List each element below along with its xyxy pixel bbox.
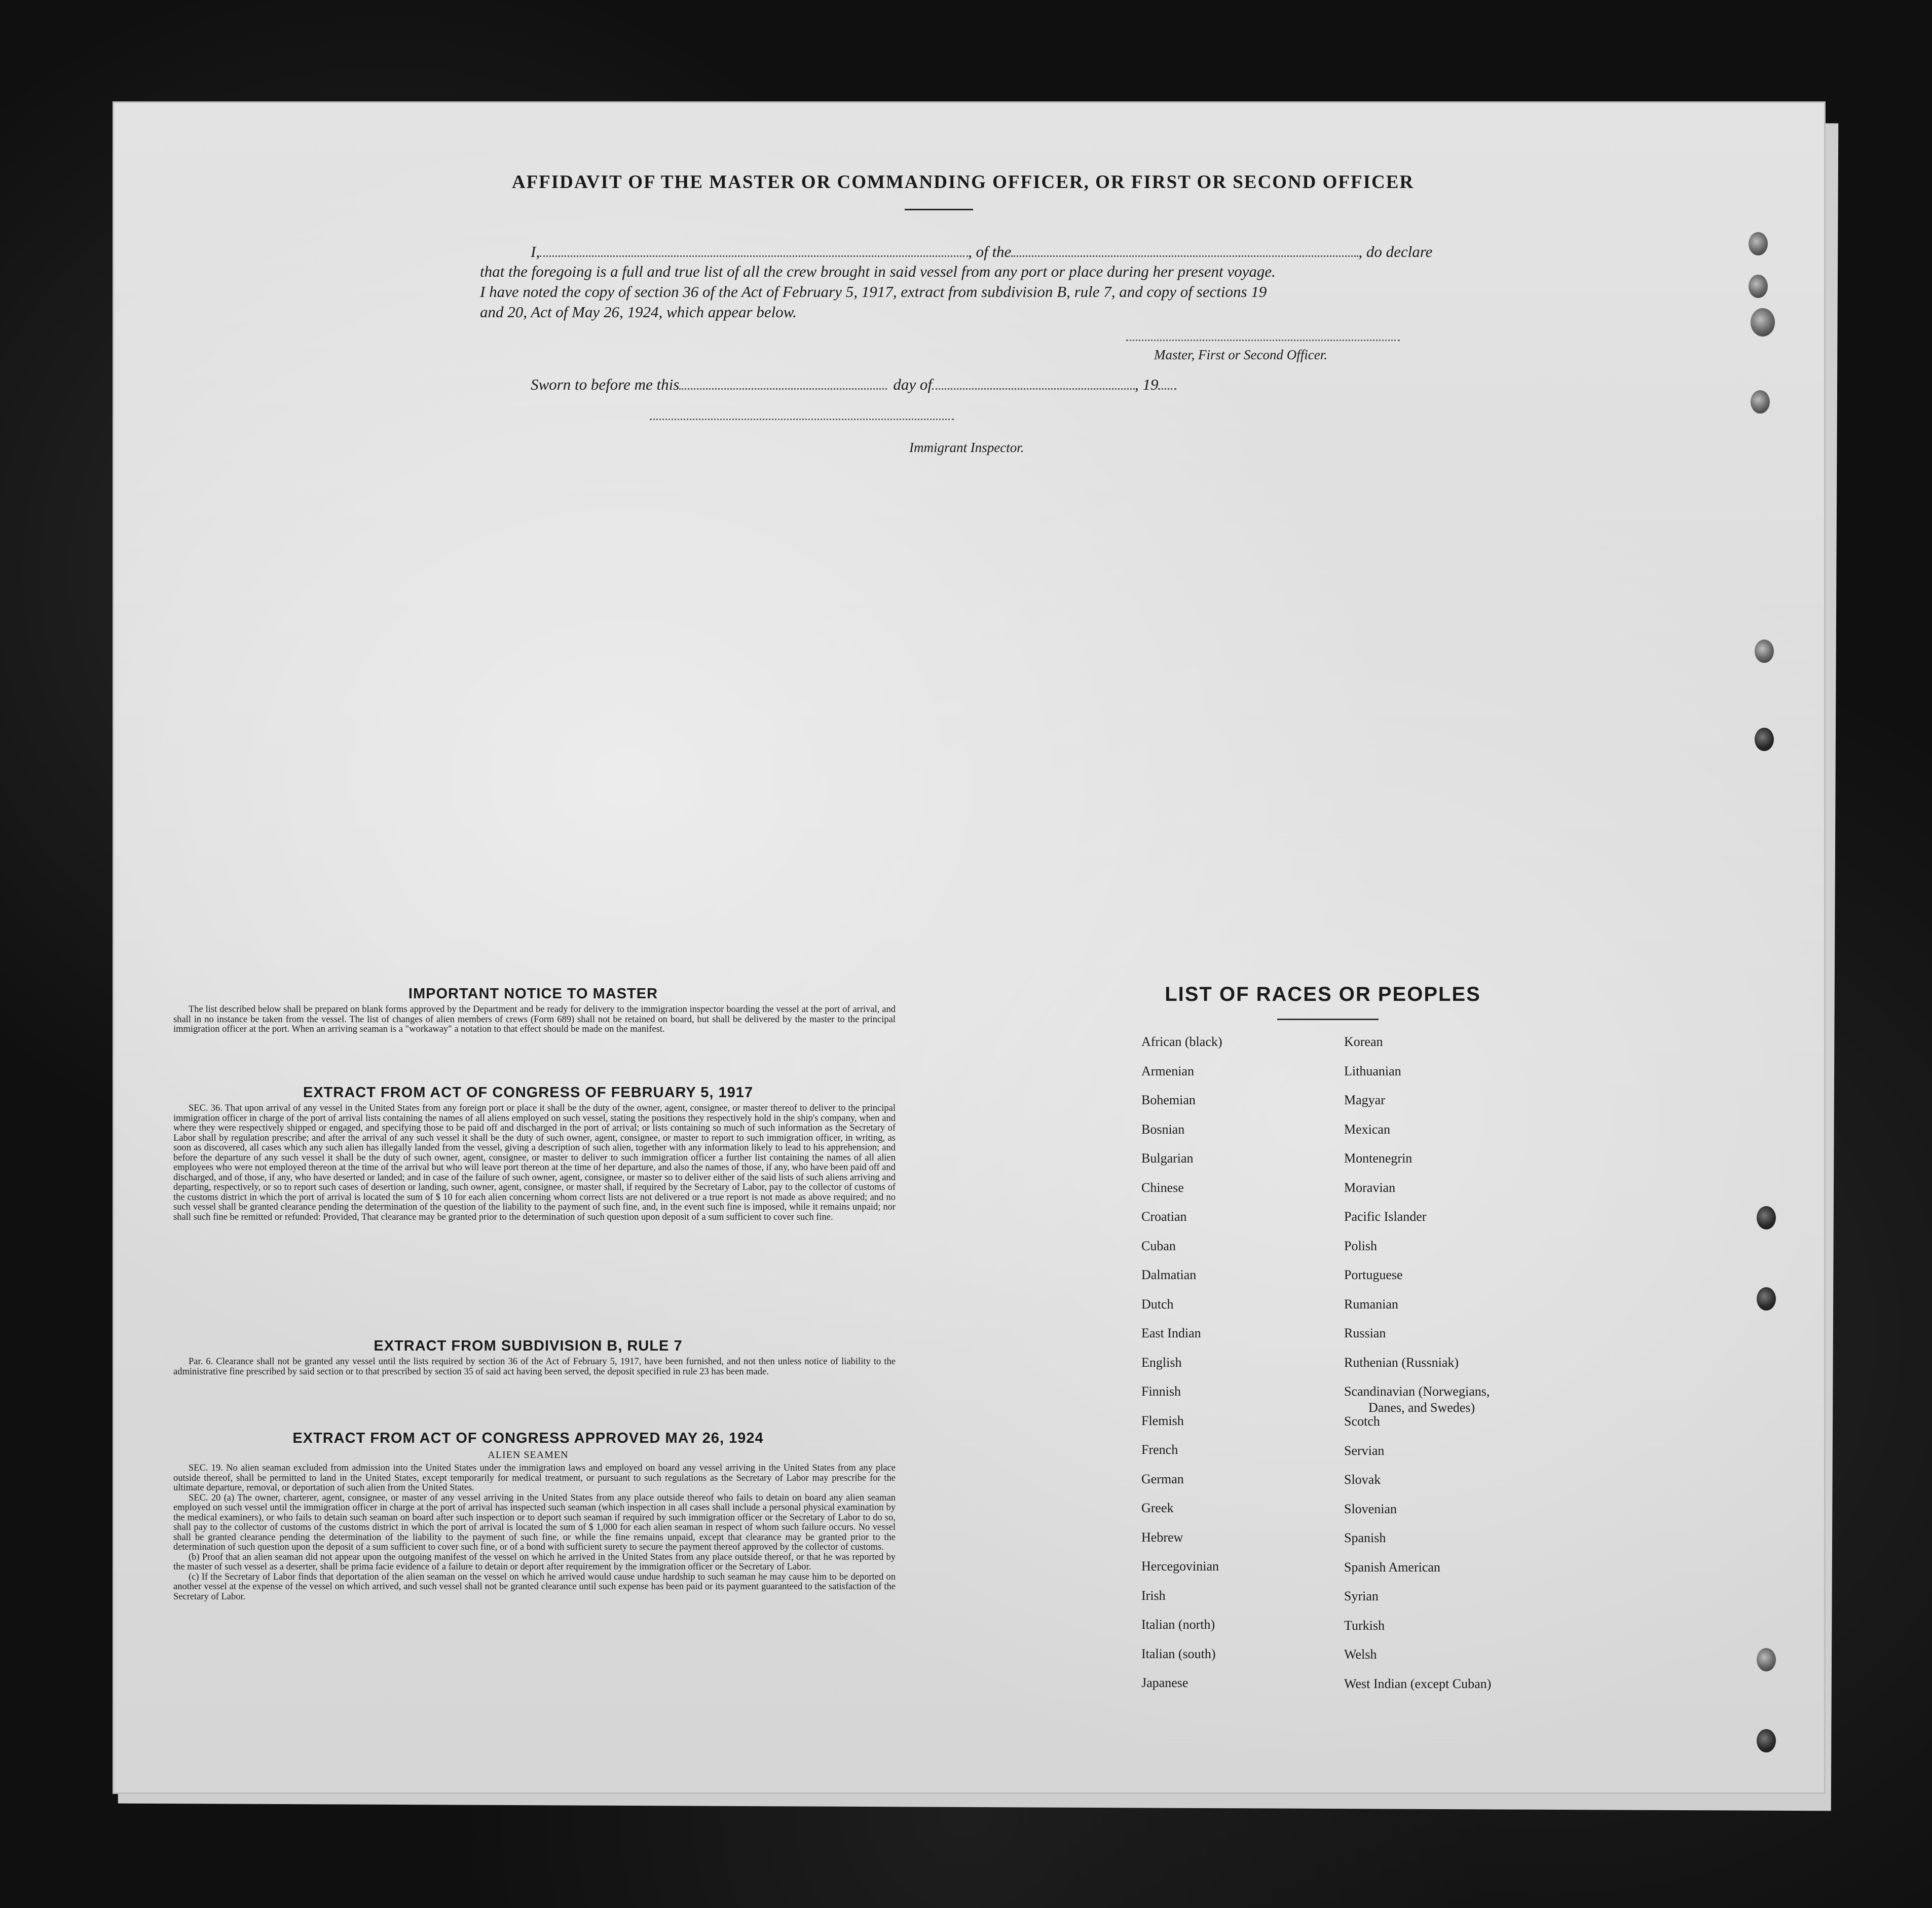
- race-item: Italian (north): [1141, 1617, 1215, 1632]
- sec20a-paragraph: SEC. 20 (a) The owner, charterer, agent, consignee, or master of any vessel arriving in the United States from any place outside thereof who fails to detain on board any alien seaman employed on such vessel until the immigration officer in charge at the port of arrival has inspected such seaman (which inspection in all cases shall include a personal physical examination by the medical examiners), or who fails to detain such seaman on board after such inspection or to deport such seaman if required by such immigration officer or the Secretary of Labor to do so, shall pay to the collector of customs of the customs district in which the port of arrival is located the sum of $ 1,000 for each alien seaman in respect of whom such failure occurs. No vessel shall be granted clearance pending the determination of the liability to the payment of such fine, or while the fine remains unpaid, except that clearance may be granted prior to the determination of such question upon the deposit of a sum sufficient to cover such fine, or of a bond with sufficient surety to secure the payment thereof approved by the collector of customs.: [173, 1492, 896, 1552]
- race-item: Armenian: [1141, 1063, 1194, 1078]
- notice-text: The list described below shall be prepared on blank forms approved by the Department and be ready for delivery to the immigration inspector boarding the vessel at the port of arrival, and shall in no instance be taken from the vessel. The list of changes of alien members of crews (Form 689) shall not be retained on board, but shall be delivered by the master to the principal immigration officer at the port. When an arriving seaman is a "workaway" a notation to that effect should be made on the manifest.: [173, 1004, 896, 1034]
- race-item: Finnish: [1141, 1384, 1181, 1399]
- sec20b-paragraph: (b) Proof that an alien seaman did not appear upon the outgoing manifest of the vessel on which he arrived in the United States from any place outside thereof, or that he was reported by the master of such vessel as a deserter, shall be prima facie evidence of a failure to detain or deport after requirement by the immigration officer or the Secretary of Labor.: [173, 1552, 896, 1572]
- race-item: English: [1141, 1355, 1182, 1370]
- race-item: Syrian: [1344, 1589, 1379, 1603]
- name-blank-field[interactable]: [540, 242, 968, 257]
- race-item: Korean: [1344, 1034, 1383, 1049]
- race-item: Turkish: [1344, 1618, 1385, 1633]
- affidavit-of-the-label: , of the: [968, 243, 1012, 260]
- race-item: Hercegovinian: [1141, 1559, 1219, 1574]
- races-heading: LIST OF RACES OR PEOPLES: [1165, 983, 1481, 1005]
- race-item: Bulgarian: [1141, 1151, 1194, 1166]
- race-item: Bosnian: [1141, 1121, 1185, 1137]
- race-item: Spanish: [1344, 1530, 1386, 1545]
- race-item: Italian (south): [1141, 1646, 1216, 1661]
- race-item: Polish: [1344, 1238, 1378, 1253]
- extract-1924-heading: EXTRACT FROM ACT OF CONGRESS APPROVED MAY 26, 1924: [292, 1430, 764, 1446]
- inspector-signature-field[interactable]: [650, 419, 954, 420]
- race-item: Mexican: [1344, 1121, 1390, 1137]
- sec20c-paragraph: (c) If the Secretary of Labor finds that deportation of the alien seaman on the vessel on which he arrived would cause undue hardship to such seaman he may cause him to be deported on another vessel at the expense of the vessel on which arrived, and such vessel shall not be granted clearance until such expense has been paid or its payment guaranteed to the satisfaction of the Secretary of Labor.: [173, 1572, 896, 1602]
- master-signature-field[interactable]: [1126, 340, 1400, 341]
- race-item: Scotch: [1344, 1414, 1380, 1429]
- sec19-paragraph: SEC. 19. No alien seaman excluded from admission into the United States under the immigration laws and employed on board any vessel arriving in the United States from any place outside thereof, shall be permitted to land in the United States, except temporarily for medical treatment, or pursuant to such regulations as the Secretary of Labor may prescribe for the ultimate departure, removal, or deportation of such alien from the United States.: [173, 1463, 896, 1493]
- race-item-continued: Danes, and Swedes): [1368, 1400, 1475, 1415]
- punch-hole: [1751, 390, 1770, 414]
- punch-hole: [1755, 728, 1774, 751]
- race-item: Bohemian: [1141, 1093, 1196, 1107]
- race-item: Japanese: [1141, 1675, 1188, 1690]
- race-item: Dutch: [1141, 1296, 1174, 1312]
- race-item: Magyar: [1344, 1093, 1385, 1107]
- race-item: East Indian: [1141, 1326, 1201, 1340]
- punch-hole: [1751, 308, 1775, 336]
- year-prefix-label: , 19: [1134, 376, 1159, 393]
- alien-seamen-subheading: ALIEN SEAMEN: [488, 1449, 569, 1461]
- sworn-month-field[interactable]: [932, 375, 1135, 390]
- race-item: Chinese: [1141, 1180, 1184, 1195]
- extract-1917-text: SEC. 36. That upon arrival of any vessel in the United States from any foreign port or place it shall be the duty of the owner, agent, consignee, or master thereof to deliver to the principal immigration officer in charge of the port of arrival lists containing the names of all aliens employed on such vessel, stating the positions they respectively hold in the ship's company, when and where they were respectively shipped or engaged, and specifying those to be paid off and discharged in the port of arrival; or lists containing so much of such information as the Secretary of Labor shall by regulation prescribe; and after the arrival of any such vessel it shall be the duty of such owner, agent, consignee, or master to report to such immigration officer, in writing, as soon as discovered, all cases which any such alien has illegally landed from the vessel, giving a description of such alien, together with any information likely to lead to his apprehension; and before the departure of any such vessel it shall be the duty of such owner, agent, consignee, or master to deliver to such immigration officer a further list containing the names of all alien employees who were not employed thereon at the time of the arrival but who will leave port thereon at the time of her departure, and also the names of those, if any, who have been paid off and discharged, and of those, if any, who have deserted or landed; and in case of the failure of such owner, agent, consignee, or master so to deliver either of the said lists of such aliens arriving and departing, respectively, or so to report such cases of desertion or landing, such owner, agent, consignee, or master shall, if required by the Secretary of Labor, pay to the collector of customs of the customs district in which the port of arrival is located the sum of $ 10 for each alien concerning whom correct lists are not delivered or a true report is not made as above required; and no such vessel shall be granted clearance pending the determination of the question of the liability to the payment of such fine, and, in the event such fine is imposed, while it remains unpaid; nor shall such fine be remitted or refunded: Provided, That clearance may be granted prior to the determination of such question upon deposit of a sum sufficient to cover such fine.: [173, 1103, 896, 1222]
- race-item: Portuguese: [1344, 1267, 1403, 1282]
- inspector-signature-label: Immigrant Inspector.: [909, 440, 1024, 455]
- race-item: Welsh: [1344, 1647, 1377, 1662]
- extract-1924-text: [173, 1464, 896, 1602]
- race-item: Slovak: [1344, 1472, 1381, 1487]
- race-item: Moravian: [1344, 1180, 1396, 1195]
- punch-hole: [1757, 1287, 1776, 1311]
- sworn-line: [531, 375, 1176, 394]
- race-item: Rumanian: [1344, 1296, 1398, 1312]
- notice-heading: IMPORTANT NOTICE TO MASTER: [408, 986, 658, 1002]
- race-item: Dalmatian: [1141, 1267, 1197, 1282]
- punch-hole: [1757, 1729, 1776, 1752]
- race-item: Spanish American: [1344, 1559, 1440, 1575]
- affidavit-line-2: that the foregoing is a full and true list of all the crew brought in said vessel from any port or place during her present voyage.: [480, 263, 1276, 280]
- sworn-day-field[interactable]: [679, 375, 887, 390]
- punch-hole: [1755, 640, 1774, 663]
- extract-rule7-text: Par. 6. Clearance shall not be granted any vessel until the lists required by section 36 of the Act of February 5, 1917, have been furnished, and not then unless notice of liability to the administrative fine prescribed by said section or to that prescribed by section 35 of said act having been served, the deposit specified in rule 23 has been made.: [173, 1357, 896, 1377]
- race-item: Greek: [1141, 1501, 1174, 1515]
- race-item: Cuban: [1141, 1238, 1176, 1253]
- races-left-column: [1141, 1035, 1344, 1706]
- punch-hole: [1749, 232, 1768, 255]
- punch-hole: [1757, 1648, 1776, 1671]
- extract-1917-heading: EXTRACT FROM ACT OF CONGRESS OF FEBRUARY 5, 1917: [303, 1084, 754, 1101]
- punch-hole: [1757, 1206, 1776, 1229]
- title-divider: [905, 209, 973, 210]
- race-item: West Indian (except Cuban): [1344, 1676, 1492, 1691]
- race-item: Slovenian: [1344, 1501, 1397, 1516]
- race-item: Hebrew: [1141, 1529, 1183, 1545]
- race-item: Russian: [1344, 1326, 1386, 1340]
- race-item: Lithuanian: [1344, 1063, 1401, 1078]
- race-item: Ruthenian (Russniak): [1344, 1355, 1459, 1370]
- sworn-label: Sworn to before me this: [531, 376, 680, 393]
- punch-hole: [1749, 275, 1768, 298]
- document-page: [113, 101, 1826, 1794]
- affidavit-i-label: I,: [531, 243, 540, 260]
- race-item: Montenegrin: [1344, 1151, 1413, 1166]
- race-item: Servian: [1344, 1443, 1385, 1458]
- race-item: African (black): [1141, 1034, 1222, 1049]
- affidavit-line-1: [531, 242, 1432, 261]
- day-of-label: day of: [893, 376, 932, 393]
- affidavit-line-4: and 20, Act of May 26, 1924, which appear below.: [480, 303, 797, 321]
- race-item: Croatian: [1141, 1209, 1187, 1224]
- extract-rule7-heading: EXTRACT FROM SUBDIVISION B, RULE 7: [374, 1338, 683, 1354]
- affidavit-line-3: I have noted the copy of section 36 of the Act of February 5, 1917, extract from subdivision B, rule 7, and copy of sections 19: [480, 283, 1267, 301]
- race-item: German: [1141, 1471, 1184, 1486]
- races-right-column: [1344, 1035, 1557, 1706]
- race-item: Flemish: [1141, 1413, 1184, 1428]
- affidavit-declare-label: , do declare: [1358, 243, 1433, 260]
- race-item: Irish: [1141, 1588, 1166, 1603]
- race-item: Scandinavian (Norwegians,: [1344, 1384, 1490, 1399]
- race-item: Pacific Islander: [1344, 1209, 1427, 1224]
- races-divider: [1277, 1019, 1379, 1020]
- vessel-blank-field[interactable]: [1011, 242, 1358, 257]
- sworn-year-field[interactable]: [1158, 375, 1176, 390]
- race-item: French: [1141, 1442, 1178, 1457]
- master-signature-label: Master, First or Second Officer.: [1154, 347, 1327, 362]
- affidavit-title: AFFIDAVIT OF THE MASTER OR COMMANDING OFFICER, OR FIRST OR SECOND OFFICER: [511, 172, 1415, 193]
